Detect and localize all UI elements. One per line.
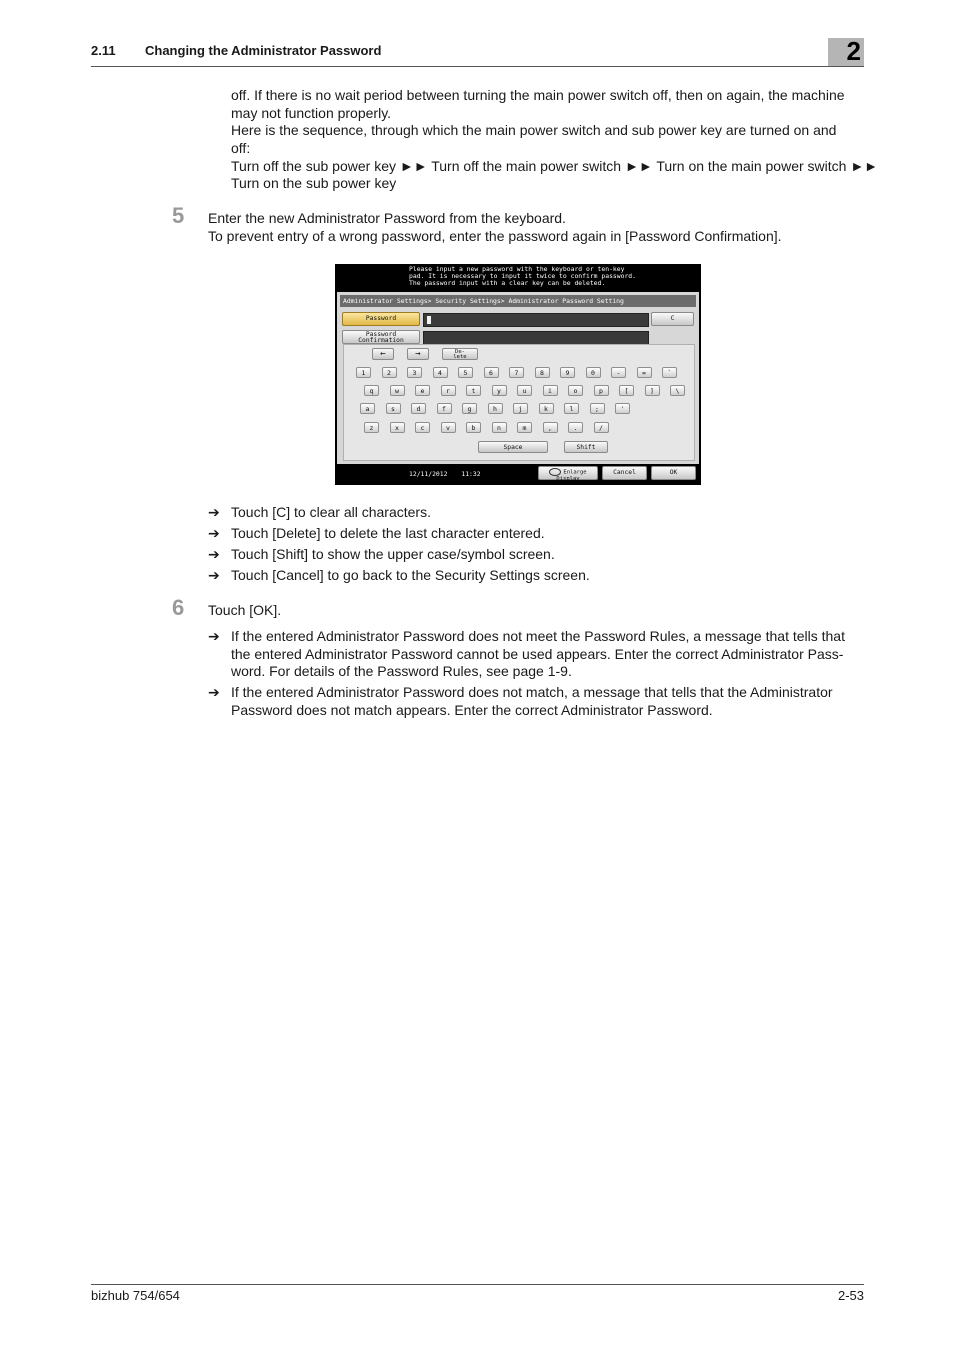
keyboard-key[interactable]: ] <box>645 385 660 396</box>
keyboard-key[interactable]: - <box>611 367 626 378</box>
keyboard-key[interactable]: 8 <box>535 367 550 378</box>
enlarge-icon <box>549 468 561 476</box>
keyboard-key[interactable]: l <box>564 403 579 414</box>
ok-button[interactable]: OK <box>651 466 696 480</box>
step-number: 6 <box>172 595 185 620</box>
instruction-message: Please input a new password with the keyboard or ten-key pad. It is necessary to input it twice to confirm password. The password input with a clear key can be deleted. <box>409 265 637 288</box>
password-setting-screen <box>337 292 699 464</box>
chapter-number: 2 <box>846 36 861 66</box>
keyboard-key[interactable]: i <box>543 385 558 396</box>
time-display: 11:32 <box>461 470 481 478</box>
intro-line: off: <box>231 140 251 156</box>
note-item: ➔ Touch [Delete] to delete the last character entered. <box>208 525 545 541</box>
keyboard-key[interactable]: ` <box>662 367 677 378</box>
keyboard-key[interactable]: g <box>462 403 477 414</box>
intro-line: may not function properly. <box>231 105 392 121</box>
keyboard-key[interactable]: k <box>539 403 554 414</box>
keyboard-key[interactable]: y <box>492 385 507 396</box>
keyboard-key[interactable]: p <box>594 385 609 396</box>
step-number: 5 <box>172 203 185 228</box>
date-display: 12/11/2012 <box>409 470 448 478</box>
arrow-icon: ➔ <box>208 525 220 541</box>
arrow-icon: ➔ <box>208 684 220 700</box>
on-screen-keyboard <box>343 344 695 461</box>
password-tab-button[interactable]: Password <box>342 312 420 326</box>
password-confirmation-input[interactable] <box>423 331 649 345</box>
keyboard-key[interactable]: = <box>637 367 652 378</box>
keyboard-key[interactable]: h <box>488 403 503 414</box>
keyboard-key[interactable]: 1 <box>356 367 371 378</box>
password-input[interactable] <box>423 313 649 327</box>
enlarge-display-button[interactable]: Enlarge Display <box>538 466 598 480</box>
keyboard-key[interactable]: s <box>386 403 401 414</box>
keyboard-key[interactable]: z <box>364 422 379 433</box>
intro-line: off. If there is no wait period between turning the main power switch off, then on again, the machine <box>231 87 845 103</box>
keyboard-key[interactable]: e <box>415 385 430 396</box>
keyboard-key[interactable]: \ <box>670 385 685 396</box>
keyboard-key[interactable]: 4 <box>433 367 448 378</box>
keyboard-key[interactable]: q <box>364 385 379 396</box>
keyboard-key[interactable]: 6 <box>484 367 499 378</box>
note-item: ➔ Touch [Shift] to show the upper case/symbol screen. <box>208 546 555 562</box>
intro-line: Turn off the sub power key ►► Turn off the main power switch ►► Turn on the main power switch ►► <box>231 158 879 174</box>
cancel-button[interactable]: Cancel <box>602 466 647 480</box>
section-number: 2.11 <box>91 43 116 58</box>
keyboard-key[interactable]: w <box>390 385 405 396</box>
section-title: Changing the Administrator Password <box>145 43 382 58</box>
keyboard-key[interactable]: , <box>543 422 558 433</box>
shift-key[interactable]: Shift <box>564 441 608 453</box>
keyboard-key[interactable]: j <box>513 403 528 414</box>
keyboard-key[interactable]: ; <box>590 403 605 414</box>
arrow-icon: ➔ <box>208 628 220 644</box>
space-key[interactable]: Space <box>478 441 548 453</box>
cursor-left-button[interactable]: ← <box>372 348 394 360</box>
keyboard-key[interactable]: b <box>466 422 481 433</box>
keyboard-key[interactable]: . <box>568 422 583 433</box>
note-item: ➔ If the entered Administrator Password does not match, a message that tells that the Administrator Password does not match appears. Enter the correct Administrator Password. <box>208 684 833 718</box>
step-text: To prevent entry of a wrong password, enter the password again in [Password Confirmation]. <box>208 228 782 244</box>
keyboard-key[interactable]: c <box>415 422 430 433</box>
arrow-icon: ➔ <box>208 504 220 520</box>
password-confirmation-button[interactable]: Password Confirmation <box>342 330 420 344</box>
keyboard-key[interactable]: 7 <box>509 367 524 378</box>
clear-button[interactable]: C <box>651 312 694 326</box>
text-cursor <box>427 316 431 324</box>
arrow-icon: ➔ <box>208 567 220 583</box>
keyboard-key[interactable]: o <box>568 385 583 396</box>
cursor-right-button[interactable]: → <box>407 348 429 360</box>
chapter-tab <box>828 38 864 66</box>
note-item: ➔ Touch [Cancel] to go back to the Security Settings screen. <box>208 567 590 583</box>
keyboard-key[interactable]: t <box>466 385 481 396</box>
breadcrumb: Administrator Settings> Security Settings> Administrator Password Setting <box>340 295 696 307</box>
step-text: Enter the new Administrator Password from the keyboard. <box>208 210 566 226</box>
keyboard-key[interactable]: f <box>437 403 452 414</box>
note-item: ➔ Touch [C] to clear all characters. <box>208 504 431 520</box>
keyboard-key[interactable]: 9 <box>560 367 575 378</box>
keyboard-key[interactable]: 3 <box>407 367 422 378</box>
model-name: bizhub 754/654 <box>91 1288 180 1303</box>
delete-button[interactable]: De- lete <box>442 348 478 360</box>
intro-line: Here is the sequence, through which the main power switch and sub power key are turned on and <box>231 122 837 138</box>
keyboard-key[interactable]: a <box>360 403 375 414</box>
arrow-icon: ➔ <box>208 546 220 562</box>
keyboard-key[interactable]: u <box>517 385 532 396</box>
page-header <box>91 42 864 67</box>
keyboard-key[interactable]: 5 <box>458 367 473 378</box>
keyboard-key[interactable]: r <box>441 385 456 396</box>
note-item: ➔ If the entered Administrator Password does not meet the Password Rules, a message that tells that the entered Administrator Password cannot be used appears. Enter the correct Administrator Pass- word. For details of the Password Rules, see page 1-9. <box>208 628 845 680</box>
keyboard-key[interactable]: 2 <box>382 367 397 378</box>
keyboard-key[interactable]: 0 <box>586 367 601 378</box>
keyboard-key[interactable]: m <box>517 422 532 433</box>
touch-panel-screenshot <box>335 264 701 485</box>
intro-line: Turn on the sub power key <box>231 175 397 191</box>
keyboard-key[interactable]: x <box>390 422 405 433</box>
keyboard-key[interactable]: [ <box>619 385 634 396</box>
keyboard-key[interactable]: / <box>594 422 609 433</box>
page-footer <box>91 1284 864 1303</box>
keyboard-key[interactable]: v <box>441 422 456 433</box>
keyboard-key[interactable]: d <box>411 403 426 414</box>
page-number: 2-53 <box>837 1288 864 1303</box>
keyboard-key[interactable]: ' <box>615 403 630 414</box>
keyboard-key[interactable]: n <box>492 422 507 433</box>
step-text: Touch [OK]. <box>208 602 282 618</box>
